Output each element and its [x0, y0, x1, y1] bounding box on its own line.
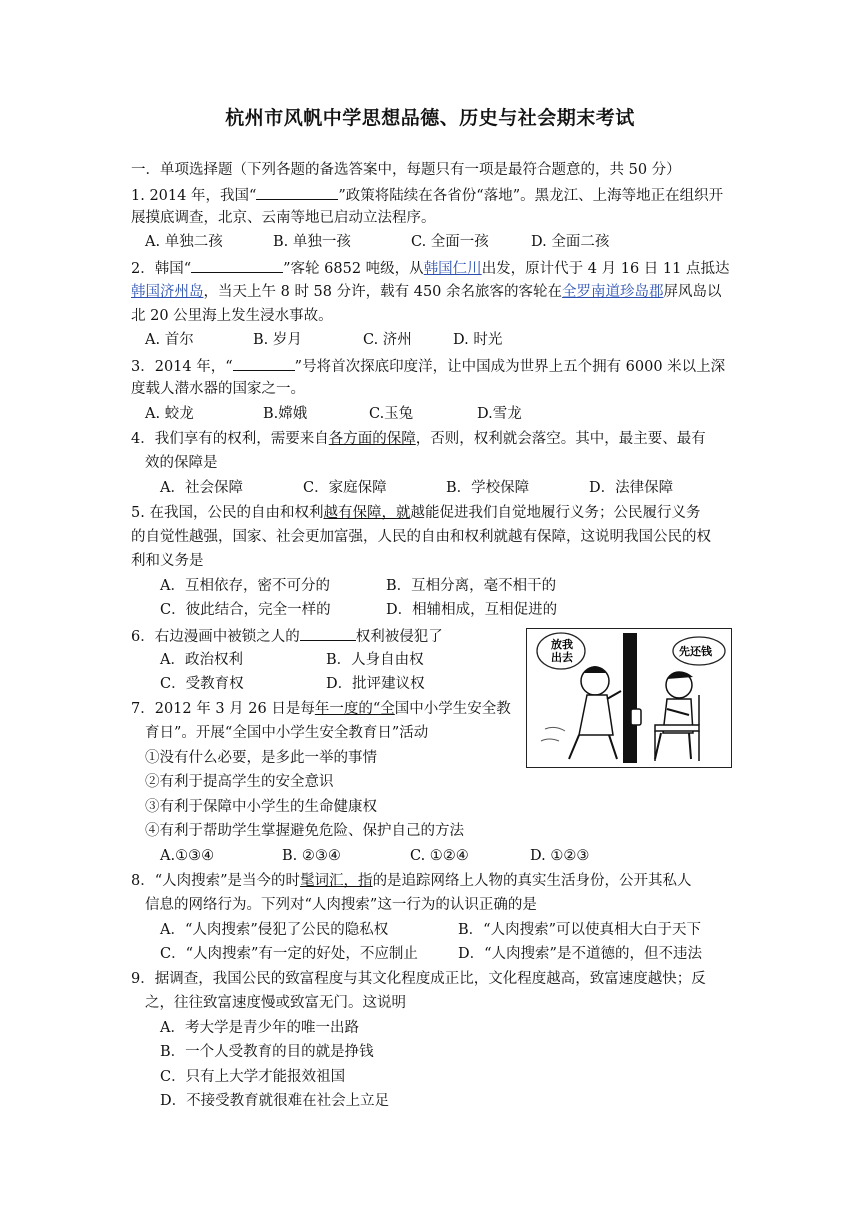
option-d: D. 时光 — [453, 332, 503, 348]
question-7-options — [160, 846, 589, 866]
question-7-item-1: ①没有什么必要，是多此一举的事情 — [145, 750, 377, 766]
option-a: A．“人肉搜索”侵犯了公民的隐私权 — [160, 922, 389, 938]
question-2-options — [145, 330, 502, 350]
question-7-item-2: ②有利于提高学生的安全意识 — [145, 774, 334, 790]
padlock-icon — [631, 709, 641, 725]
question-4-options — [160, 478, 673, 498]
question-7-item-3: ③有利于保障中小学生的生命健康权 — [145, 799, 377, 815]
option-a: A.①③④ — [160, 848, 215, 864]
option-d: D．“人肉搜索”是不道德的，但不违法 — [458, 946, 702, 962]
question-8-line2: 信息的网络行为。下列对“人肉搜索”这一行为的认识正确的是 — [145, 897, 537, 913]
question-9-line2: 之，往往致富速度慢或致富无门。这说明 — [145, 995, 406, 1011]
question-5-options-row1 — [160, 576, 556, 596]
motion-lines — [541, 727, 565, 741]
option-b: B.嫦娥 — [263, 406, 308, 422]
question-5-line2: 的自觉性越强，国家、社会更加富强，人民的自由和权利就越有保障，这说明我国公民的权 — [131, 529, 711, 545]
question-9-option-c: C．只有上大学才能报效祖国 — [160, 1069, 346, 1085]
option-d: D．批评建议权 — [326, 676, 425, 692]
option-a: A．互相依存，密不可分的 — [160, 578, 330, 594]
question-6: 6．右边漫画中被锁之人的 权利被侵犯了 — [131, 625, 443, 647]
question-2: 2．韩国“ ”客轮 6852 吨级，从韩国仁川出发，原计代于 4 月 16 日 11 点抵达 — [131, 257, 729, 279]
option-b: B. 岁月 — [253, 332, 302, 348]
option-b: B．“人肉搜索”可以使真相大白于天下 — [458, 922, 701, 938]
question-8: 8．“人肉搜索”是当今的时髦词汇，指的是追踪网络上人物的真实生活身份，公开其私人 — [131, 873, 692, 889]
question-5: 5. 在我国，公民的自由和权利越有保障，就越能促进我们自觉地履行义务；公民履行义务 — [131, 505, 701, 521]
door — [623, 633, 637, 763]
cartoon-drawing — [527, 629, 731, 767]
bubble-text-left-1: 放我 — [551, 638, 573, 651]
link-incheon[interactable]: 韩国仁川 — [423, 261, 482, 277]
question-7-item-4: ④有利于帮助学生掌握避免危险、保护自己的方法 — [145, 823, 464, 839]
bubble-text-left-2: 出去 — [551, 651, 573, 664]
question-7: 7．2012 年 3 月 26 日是每年一度的“全国中小学生安全教 — [131, 701, 511, 717]
option-c: C. 全面一孩 — [411, 234, 489, 250]
option-d: D．法律保障 — [589, 480, 674, 496]
chair — [655, 725, 699, 731]
trapped-man-legs — [569, 735, 617, 759]
option-b: B. ②③④ — [282, 848, 341, 864]
cartoon-image — [526, 628, 732, 768]
exam-title: 杭州市风帆中学思想品德、历史与社会期末考试 — [225, 107, 635, 129]
question-2-line2: 韩国济州岛，当天上午 8 时 58 分许，载有 450 余名旅客的客轮在全罗南道珍岛郡屏风岛以 — [131, 284, 722, 300]
question-6-options-row1 — [160, 650, 424, 670]
option-d: D. 全面二孩 — [531, 234, 610, 250]
question-3: 3．2014 年，“ ”号将首次探底印度洋，让中国成为世界上五个拥有 6000 米以上深 — [131, 355, 725, 377]
answer-blank — [256, 184, 338, 200]
section-header: 一．单项选择题（下列各题的备选答案中，每题只有一项是最符合题意的，共 50 分） — [131, 162, 681, 178]
question-3-line2: 度载人潜水器的国家之一。 — [131, 381, 305, 397]
question-1: 1. 2014 年，我国“ ”政策将陆续在各省份“落地”。黑龙江、上海等地正在组织开 — [131, 184, 723, 206]
question-9-option-d: D．不接受教育就很难在社会上立足 — [160, 1093, 390, 1109]
question-1-options — [145, 232, 609, 252]
option-c: C. ①②④ — [410, 848, 469, 864]
trapped-man-body — [579, 695, 613, 735]
question-8-options-row1 — [160, 920, 701, 940]
bubble-text-right: 先还钱 — [679, 645, 712, 658]
option-c: C. 济州 — [363, 332, 412, 348]
answer-blank — [191, 257, 283, 273]
option-d: D．相辅相成，互相促进的 — [386, 602, 558, 618]
question-9-option-b: B．一个人受教育的目的就是挣钱 — [160, 1044, 374, 1060]
option-a: A. 首尔 — [145, 332, 194, 348]
trapped-man-arm — [607, 691, 621, 699]
option-c: C．“人肉搜索”有一定的好处，不应制止 — [160, 946, 418, 962]
question-7-line2: 育日”。开展“全国中小学生安全教育日”活动 — [145, 725, 429, 741]
question-2-line3: 北 20 公里海上发生浸水事故。 — [131, 308, 333, 324]
question-5-line3: 利和义务是 — [131, 553, 204, 569]
option-d: D.雪龙 — [477, 406, 522, 422]
trapped-man-hair — [583, 666, 607, 673]
link-jindo[interactable]: 全罗南道珍岛郡 — [562, 284, 664, 300]
option-b: B．人身自由权 — [326, 652, 424, 668]
option-c: C．家庭保障 — [303, 480, 387, 496]
question-6-options-row2 — [160, 674, 425, 694]
option-a: A. 蛟龙 — [145, 406, 194, 422]
link-jeju[interactable]: 韩国济州岛 — [131, 284, 204, 300]
option-b: B．学校保障 — [446, 480, 530, 496]
question-9-option-a: A．考大学是青少年的唯一出路 — [160, 1020, 359, 1036]
option-a: A．政治权利 — [160, 652, 243, 668]
option-d: D. ①②③ — [530, 848, 590, 864]
option-a: A．社会保障 — [160, 480, 243, 496]
option-b: B. 单独一孩 — [273, 234, 351, 250]
option-c: C．彼此结合，完全一样的 — [160, 602, 331, 618]
question-8-options-row2 — [160, 944, 702, 964]
option-c: C．受教育权 — [160, 676, 244, 692]
option-a: A. 单独二孩 — [145, 234, 223, 250]
option-b: B．互相分离，毫不相干的 — [386, 578, 557, 594]
question-3-options — [145, 404, 522, 424]
question-4-line2: 效的保障是 — [145, 455, 218, 471]
option-c: C.玉兔 — [369, 406, 414, 422]
question-4: 4．我们享有的权利，需要来自各方面的保障，否则，权利就会落空。其中，最主要、最有 — [131, 431, 706, 447]
sitting-man-legs — [655, 733, 691, 759]
answer-blank — [300, 625, 356, 641]
question-5-options-row2 — [160, 600, 557, 620]
answer-blank — [233, 355, 295, 371]
question-9: 9．据调查，我国公民的致富程度与其文化程度成正比，文化程度越高，致富速度越快；反 — [131, 971, 706, 987]
question-1-line2: 展摸底调查，北京、云南等地已启动立法程序。 — [131, 210, 436, 226]
